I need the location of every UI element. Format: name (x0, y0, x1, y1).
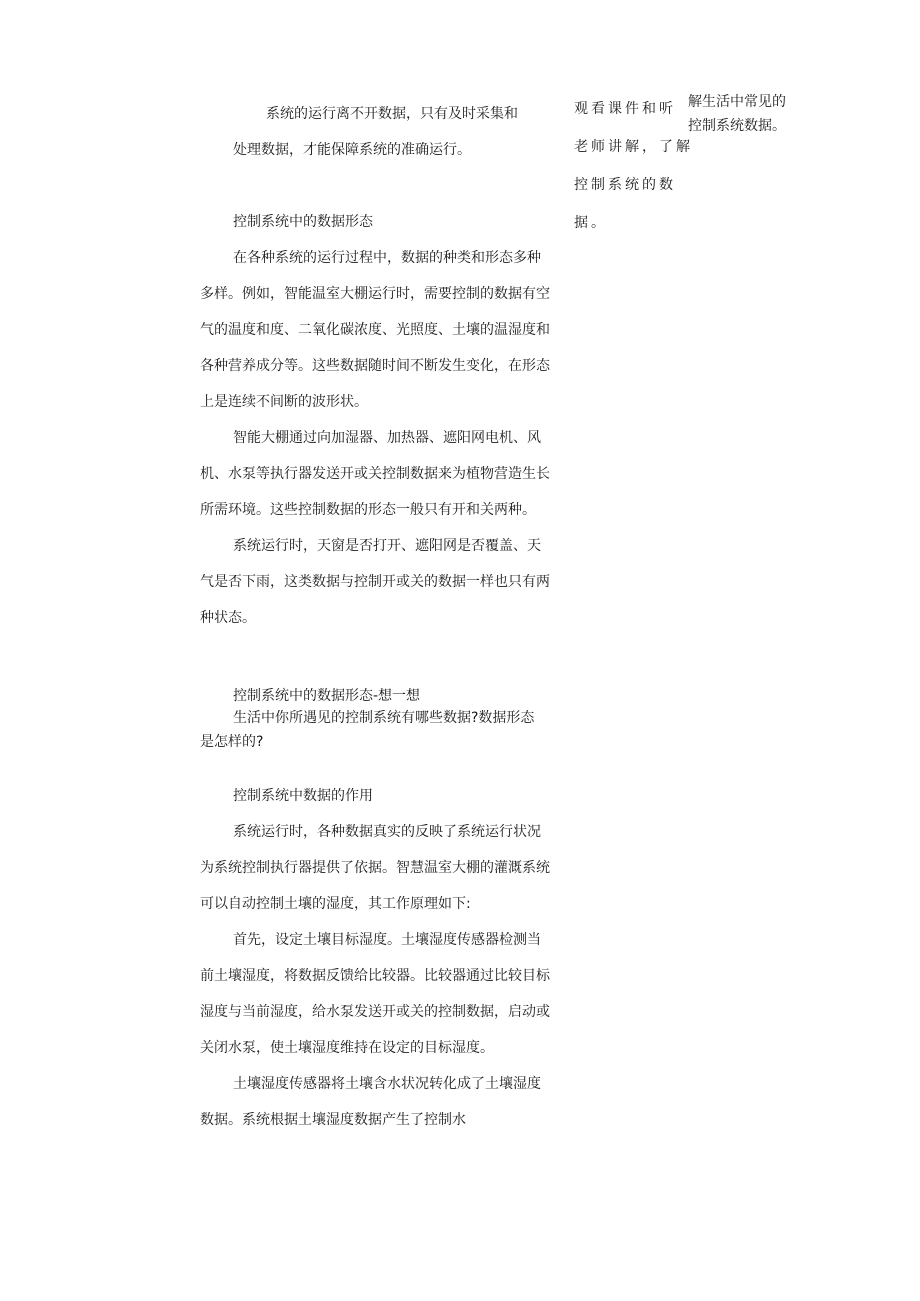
text-line: 多样。例如，智能温室大棚运行时，需要控制的数据有空 (200, 286, 550, 302)
text-line: 智能大棚通过向加湿器、加热器、遮阳网电机、风 (233, 430, 541, 446)
text-line: 关闭水泵，使土壤湿度维持在设定的目标湿度。 (200, 1040, 494, 1056)
section-data-role (200, 778, 564, 1138)
text-line: 控制系统数据。 (688, 118, 786, 134)
paragraph (200, 1066, 564, 1138)
paragraph (200, 420, 564, 528)
goal-column (688, 90, 808, 138)
paragraph (200, 240, 564, 420)
text-line: 可以自动控制土壤的湿度，其工作原理如下: (200, 896, 471, 912)
paragraph (200, 814, 564, 922)
section-data-forms (200, 204, 564, 636)
text-line: 系统的运行离不开数据，只有及时采集和 (266, 106, 518, 122)
text-line: 老师讲解，了解 (574, 139, 693, 155)
paragraph (200, 528, 564, 636)
paragraph (200, 922, 564, 1066)
text-line: 上是连续不间断的波形状。 (200, 394, 368, 410)
text-line: 前土壤湿度，将数据反馈给比较器。比较器通过比较目标 (200, 968, 550, 984)
intro-paragraph (200, 96, 564, 168)
text-line: 所需环境。这些控制数据的形态一般只有开和关两种。 (200, 502, 536, 518)
text-line: 种状态。 (200, 610, 256, 626)
text-line: 处理数据，才能保障系统的准确运行。 (233, 142, 471, 158)
section-heading: 控制系统中的数据形态 (233, 214, 373, 230)
text-line: 首先，设定土壤目标湿度。土壤湿度传感器检测当 (233, 932, 541, 948)
section-heading: 控制系统中的数据形态-想一想 (233, 688, 421, 704)
text-line: 气是否下雨，这类数据与控制开或关的数据一样也只有两 (200, 574, 550, 590)
text-line: 系统运行时，各种数据真实的反映了系统运行状况 (233, 824, 541, 840)
text-line: 系统运行时，天窗是否打开、遮阳网是否覆盖、天 (233, 538, 541, 554)
text-line: 各种营养成分等。这些数据随时间不断发生变化，在形态 (200, 358, 550, 374)
text-line: 解生活中常见的 (688, 94, 786, 110)
activity-column (574, 90, 693, 242)
text-line: 为系统控制执行器提供了依据。智慧温室大棚的灌溉系统 (200, 860, 550, 876)
text-line: 控制系统的数 (574, 177, 676, 193)
text-line: 观看课件和听 (574, 101, 676, 117)
text-line: 土壤湿度传感器将土壤含水状况转化成了土壤湿度 (233, 1076, 541, 1092)
text-line: 生活中你所遇见的控制系统有哪些数据?数据形态 (233, 710, 535, 726)
text-line: 据。 (574, 215, 608, 231)
section-heading: 控制系统中数据的作用 (233, 788, 373, 804)
text-line: 是怎样的? (200, 734, 264, 750)
text-line: 气的温度和度、二氧化碳浓度、光照度、土壤的温湿度和 (200, 322, 550, 338)
text-line: 湿度与当前湿度，给水泵发送开或关的控制数据，启动或 (200, 1004, 550, 1020)
text-line: 数据。系统根据土壤湿度数据产生了控制水 (200, 1112, 466, 1128)
text-line: 在各种系统的运行过程中，数据的种类和形态多种 (233, 250, 541, 266)
text-line: 机、水泵等执行器发送开或关控制数据来为植物营造生长 (200, 466, 550, 482)
section-think (200, 686, 564, 754)
lesson-body (200, 96, 564, 1138)
